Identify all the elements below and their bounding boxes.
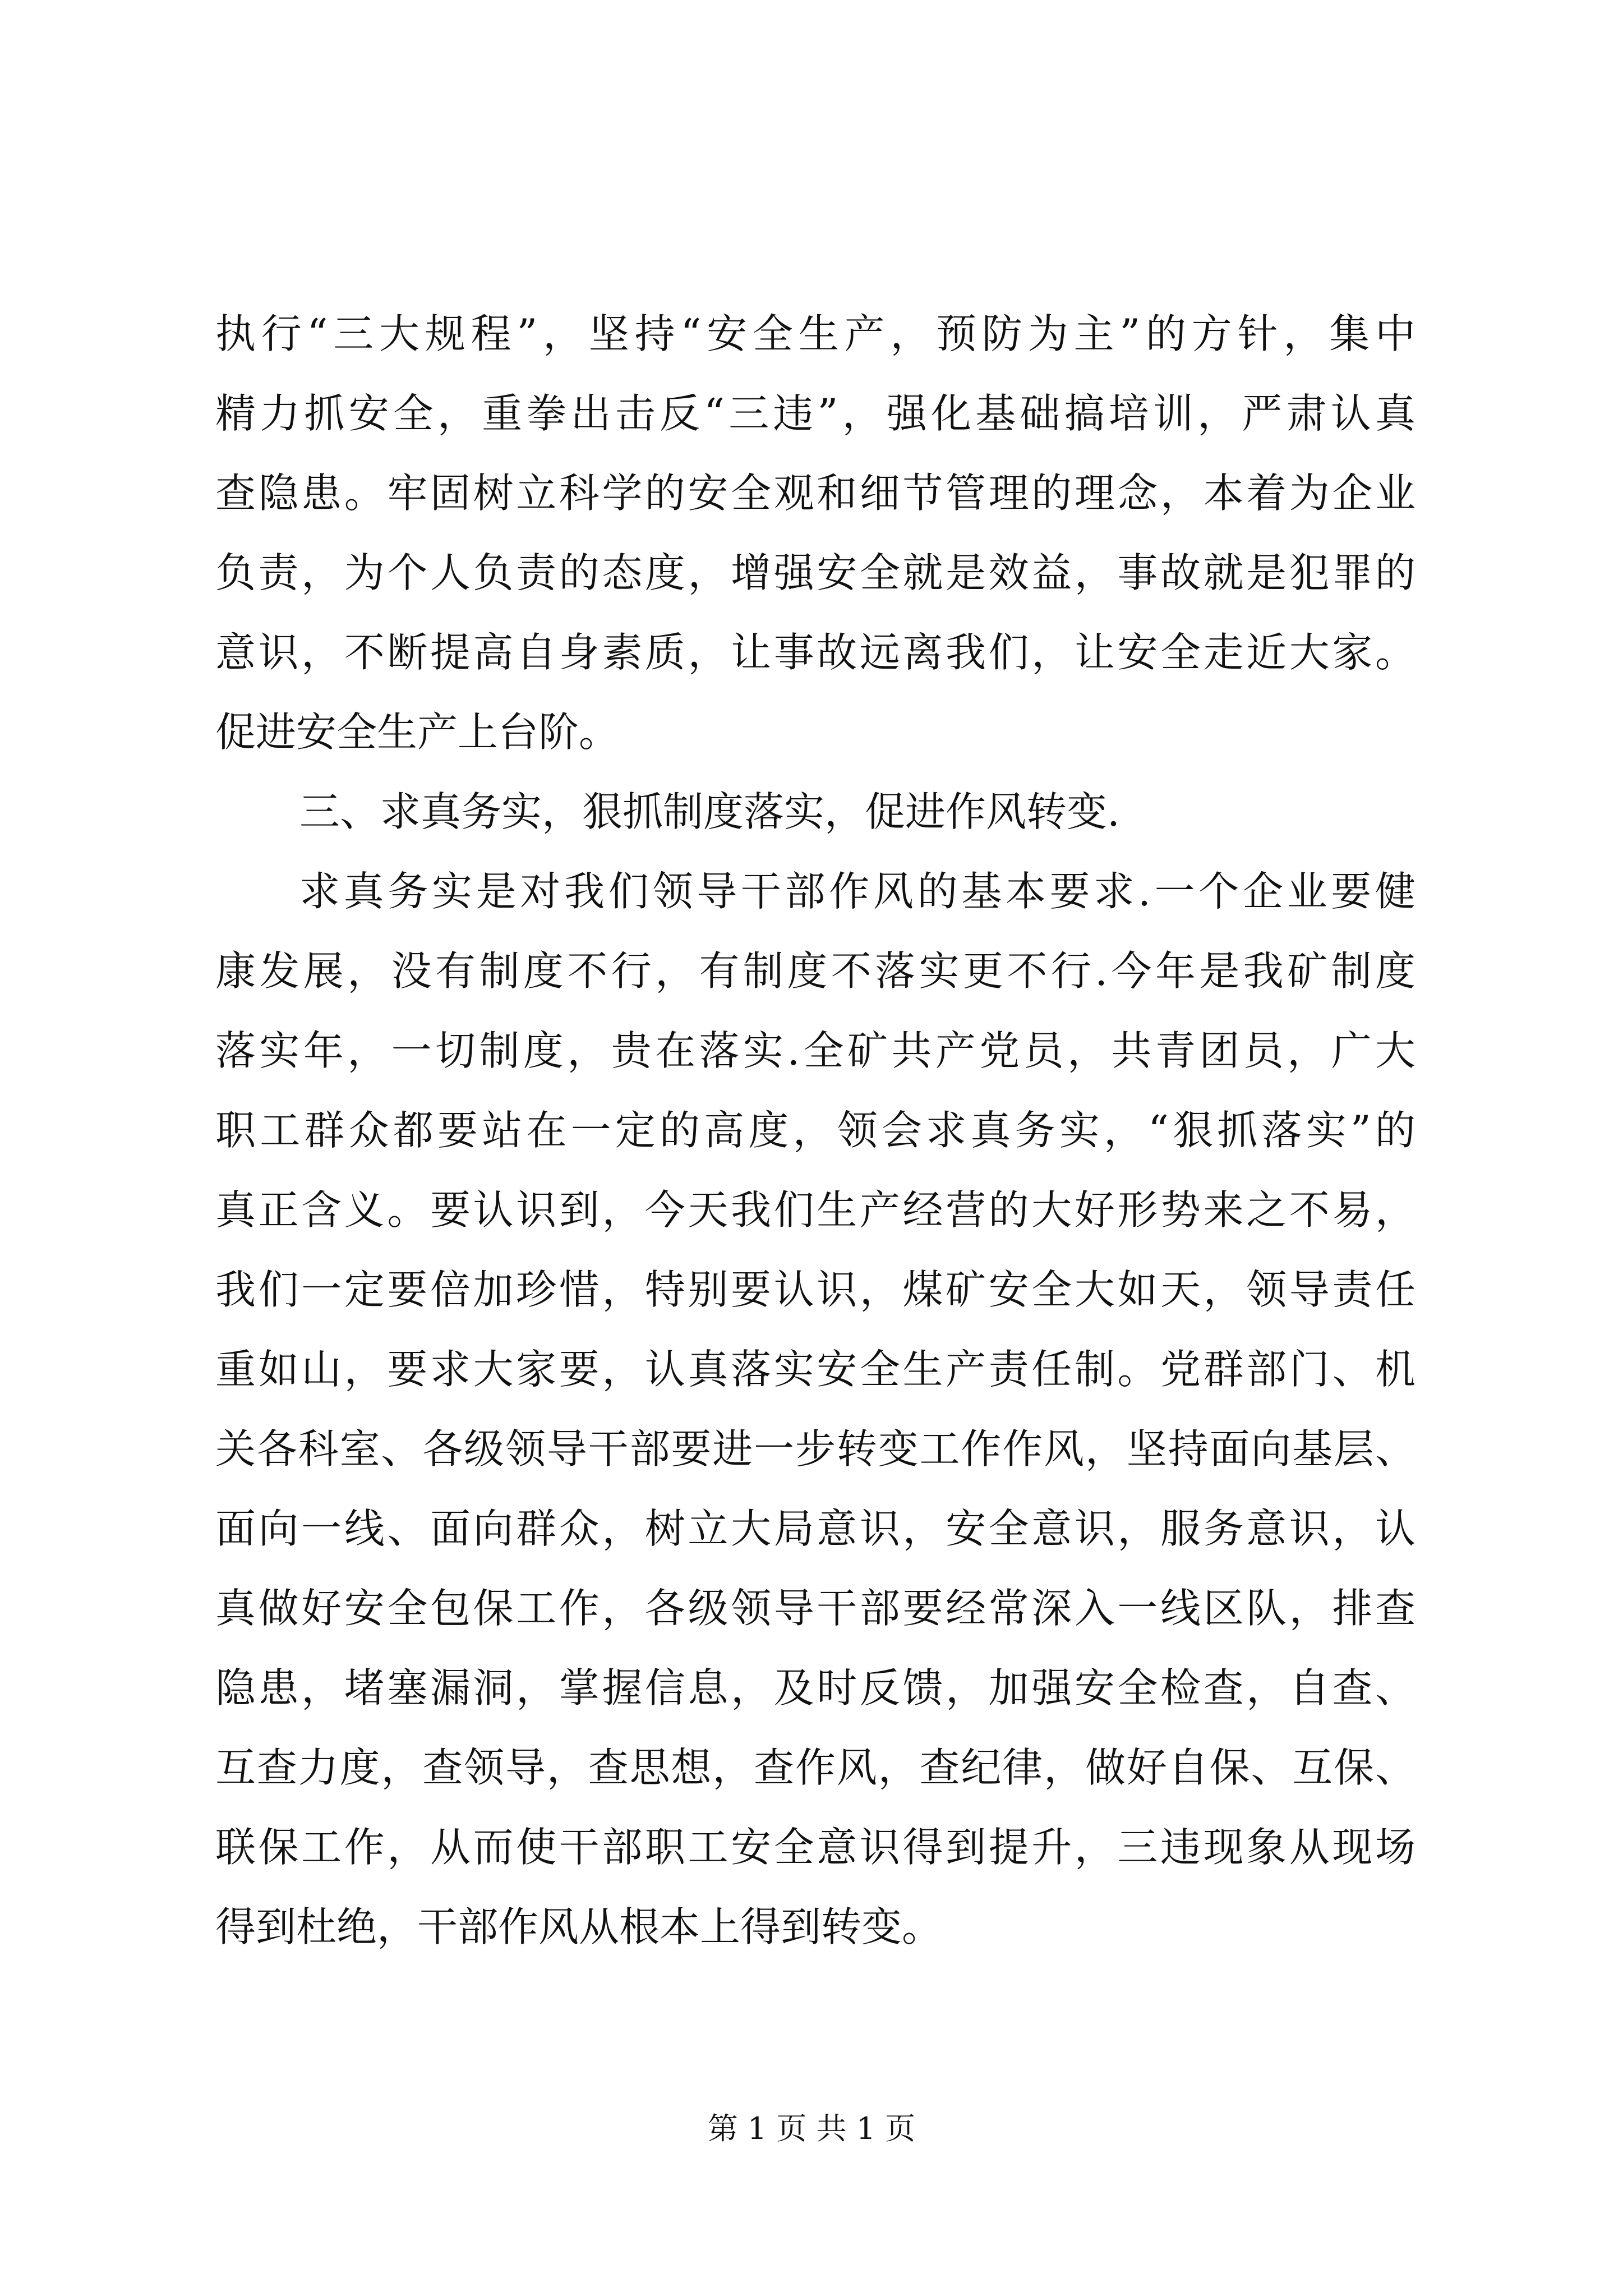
text-line: 得到杜绝，干部作风从根本上得到转变。 bbox=[215, 1903, 943, 1950]
text-line: 联保工作，从而使干部职工安全意识得到提升，三违现象从现场 bbox=[215, 1824, 1415, 1871]
text-line: 隐患，堵塞漏洞，掌握信息，及时反馈，加强安全检查，自查、 bbox=[215, 1664, 1415, 1711]
text-line: 查隐患。牢固树立科学的安全观和细节管理的理念，本着为企业 bbox=[215, 470, 1415, 517]
text-line: 意识，不断提高自身素质，让事故远离我们，让安全走近大家。 bbox=[215, 629, 1415, 676]
body-text bbox=[215, 294, 1415, 1967]
text-line: 职工群众都要站在一定的高度，领会求真务实，“狠抓落实”的 bbox=[215, 1107, 1415, 1154]
text-line: 关各科室、各级领导干部要进一步转变工作作风，坚持面向基层、 bbox=[215, 1425, 1415, 1473]
text-line: 面向一线、面向群众，树立大局意识，安全意识，服务意识，认 bbox=[215, 1505, 1415, 1552]
text-line: 互查力度，查领导，查思想，查作风，查纪律，做好自保、互保、 bbox=[215, 1744, 1415, 1791]
text-line: 真正含义。要认识到，今天我们生产经营的大好形势来之不易， bbox=[215, 1186, 1415, 1234]
text-line: 重如山，要求大家要，认真落实安全生产责任制。党群部门、机 bbox=[215, 1346, 1415, 1393]
text-line: 落实年，一切制度，贵在落实.全矿共产党员，共青团员，广大 bbox=[215, 1027, 1415, 1074]
text-line: 负责，为个人负责的态度，增强安全就是效益，事故就是犯罪的 bbox=[215, 549, 1415, 596]
page-footer: 第 1 页 共 1 页 bbox=[707, 2111, 916, 2146]
text-line: 精力抓安全，重拳出击反“三违”，强化基础搞培训，严肃认真 bbox=[215, 390, 1415, 437]
text-line: 我们一定要倍加珍惜，特别要认识，煤矿安全大如天，领导责任 bbox=[215, 1266, 1415, 1313]
text-line: 真做好安全包保工作，各级领导干部要经常深入一线区队，排查 bbox=[215, 1585, 1415, 1632]
text-line: 执行“三大规程”，坚持“安全生产，预防为主”的方针，集中 bbox=[215, 310, 1415, 357]
text-line: 康发展，没有制度不行，有制度不落实更不行.今年是我矿制度 bbox=[215, 947, 1415, 995]
section-heading: 三、求真务实，狠抓制度落实，促进作风转变. bbox=[299, 788, 1120, 835]
text-line: 促进安全生产上台阶。 bbox=[215, 708, 620, 756]
text-line: 求真务实是对我们领导干部作风的基本要求.一个企业要健 bbox=[299, 868, 1415, 915]
